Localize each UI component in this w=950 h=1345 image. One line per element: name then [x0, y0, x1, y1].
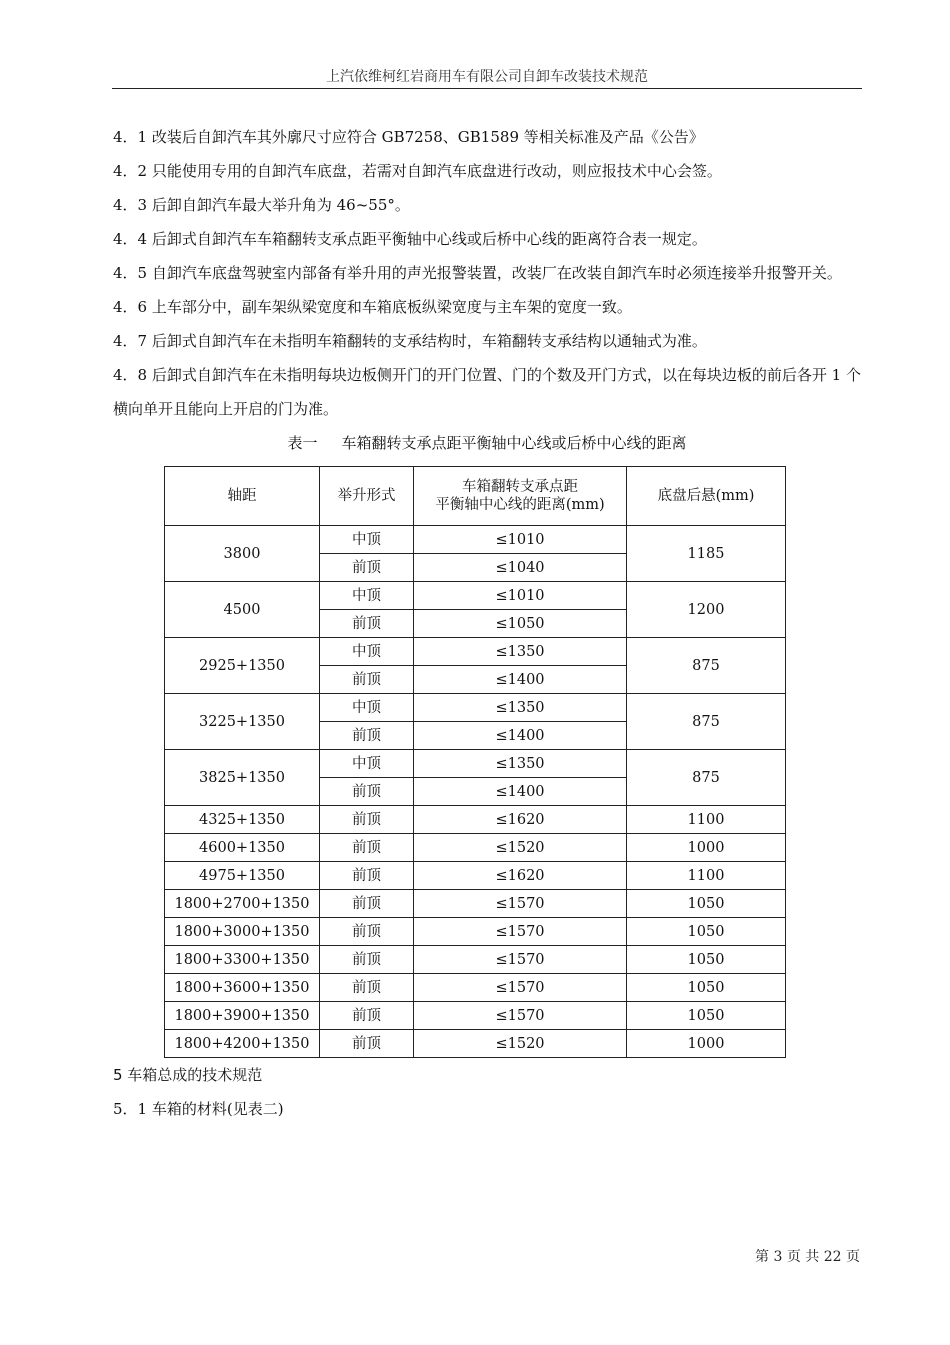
table-caption-number: 表一 [287, 434, 318, 452]
cell-rear-overhang: 1100 [627, 806, 786, 834]
cell-pivot-distance: ≤1350 [414, 750, 627, 778]
cell-pivot-distance: ≤1570 [414, 890, 627, 918]
table-header-row [165, 467, 786, 526]
cell-wheelbase: 3825+1350 [165, 750, 320, 806]
cell-rear-overhang: 875 [627, 694, 786, 750]
paragraph-4-8: 4．8 后卸式自卸汽车在未指明每块边板侧开门的开门位置、门的个数及开门方式，以在每块边板的前后各开 1 个横向单开且能向上开启的门为准。 [113, 366, 861, 418]
cell-lift-type: 前顶 [320, 834, 414, 862]
cell-pivot-distance: ≤1400 [414, 722, 627, 750]
cell-rear-overhang: 1200 [627, 582, 786, 638]
cell-rear-overhang: 1000 [627, 834, 786, 862]
cell-pivot-distance: ≤1040 [414, 554, 627, 582]
cell-wheelbase: 4325+1350 [165, 806, 320, 834]
cell-lift-type: 前顶 [320, 778, 414, 806]
cell-rear-overhang: 1000 [627, 1030, 786, 1058]
cell-wheelbase: 4500 [165, 582, 320, 638]
paragraph-4-7: 4．7 后卸式自卸汽车在未指明车箱翻转的支承结构时，车箱翻转支承结构以通轴式为准。 [113, 332, 707, 350]
cell-wheelbase: 1800+4200+1350 [165, 1030, 320, 1058]
header-rear-overhang: 底盘后悬(mm) [627, 467, 786, 526]
cell-rear-overhang: 1185 [627, 526, 786, 582]
header-pivot-distance [414, 467, 627, 526]
table-row [165, 862, 786, 890]
cell-rear-overhang: 875 [627, 638, 786, 694]
cell-wheelbase: 1800+3300+1350 [165, 946, 320, 974]
cell-lift-type: 中顶 [320, 526, 414, 554]
cell-rear-overhang: 875 [627, 750, 786, 806]
table-caption-title: 车箱翻转支承点距平衡轴中心线或后桥中心线的距离 [341, 434, 687, 452]
cell-rear-overhang: 1100 [627, 862, 786, 890]
table-row [165, 918, 786, 946]
cell-lift-type: 前顶 [320, 890, 414, 918]
table-row [165, 582, 786, 610]
header-divider [112, 88, 862, 89]
table-row [165, 694, 786, 722]
table-caption [113, 426, 861, 460]
cell-pivot-distance: ≤1400 [414, 666, 627, 694]
cell-rear-overhang: 1050 [627, 1002, 786, 1030]
cell-rear-overhang: 1050 [627, 974, 786, 1002]
table-row [165, 1002, 786, 1030]
table-row [165, 1030, 786, 1058]
page-number: 第 3 页 共 22 页 [755, 1249, 860, 1265]
cell-rear-overhang: 1050 [627, 890, 786, 918]
cell-pivot-distance: ≤1400 [414, 778, 627, 806]
cell-pivot-distance: ≤1620 [414, 862, 627, 890]
cell-lift-type: 中顶 [320, 582, 414, 610]
paragraph-5-1: 5．1 车箱的材料(见表二) [113, 1100, 284, 1118]
paragraph-4-3: 4．3 后卸自卸汽车最大举升角为 46~55°。 [113, 196, 410, 214]
cell-pivot-distance: ≤1010 [414, 582, 627, 610]
cell-wheelbase: 1800+3000+1350 [165, 918, 320, 946]
cell-wheelbase: 1800+2700+1350 [165, 890, 320, 918]
cell-wheelbase: 4975+1350 [165, 862, 320, 890]
table-row [165, 638, 786, 666]
header-lift-type: 举升形式 [320, 467, 414, 526]
cell-lift-type: 前顶 [320, 862, 414, 890]
cell-rear-overhang: 1050 [627, 946, 786, 974]
cell-lift-type: 中顶 [320, 750, 414, 778]
cell-lift-type: 前顶 [320, 918, 414, 946]
cell-pivot-distance: ≤1010 [414, 526, 627, 554]
paragraph-4-1: 4．1 改装后自卸汽车其外廓尺寸应符合 GB7258、GB1589 等相关标准及产品《公告》 [113, 128, 704, 146]
table-body [165, 526, 786, 1058]
header-pivot-distance-line2: 平衡轴中心线的距离(mm) [435, 497, 605, 513]
cell-lift-type: 前顶 [320, 1030, 414, 1058]
cell-wheelbase: 4600+1350 [165, 834, 320, 862]
cell-pivot-distance: ≤1570 [414, 974, 627, 1002]
cell-lift-type: 前顶 [320, 974, 414, 1002]
page-header: 上汽依维柯红岩商用车有限公司自卸车改装技术规范 [326, 69, 648, 85]
cell-pivot-distance: ≤1620 [414, 806, 627, 834]
cell-lift-type: 前顶 [320, 946, 414, 974]
paragraph-4-6: 4．6 上车部分中，副车架纵梁宽度和车箱底板纵梁宽度与主车架的宽度一致。 [113, 298, 632, 316]
paragraph-4-4: 4．4 后卸式自卸汽车车箱翻转支承点距平衡轴中心线或后桥中心线的距离符合表一规定。 [113, 230, 707, 248]
cell-wheelbase: 1800+3900+1350 [165, 1002, 320, 1030]
cell-pivot-distance: ≤1050 [414, 610, 627, 638]
table-row [165, 750, 786, 778]
cell-lift-type: 前顶 [320, 806, 414, 834]
cell-pivot-distance: ≤1350 [414, 638, 627, 666]
paragraph-4-5: 4．5 自卸汽车底盘驾驶室内部备有举升用的声光报警装置，改装厂在改装自卸汽车时必须连接举升报警开关。 [113, 264, 842, 282]
cell-wheelbase: 3800 [165, 526, 320, 582]
cell-pivot-distance: ≤1570 [414, 1002, 627, 1030]
cell-wheelbase: 1800+3600+1350 [165, 974, 320, 1002]
cell-wheelbase: 2925+1350 [165, 638, 320, 694]
header-wheelbase: 轴距 [165, 467, 320, 526]
paragraph-4-2: 4．2 只能使用专用的自卸汽车底盘，若需对自卸汽车底盘进行改动，则应报技术中心会签。 [113, 162, 722, 180]
cell-wheelbase: 3225+1350 [165, 694, 320, 750]
cell-lift-type: 前顶 [320, 666, 414, 694]
table-row [165, 974, 786, 1002]
section-5-heading: 5 车箱总成的技术规范 [113, 1066, 263, 1084]
cell-pivot-distance: ≤1570 [414, 946, 627, 974]
cell-rear-overhang: 1050 [627, 918, 786, 946]
table-row [165, 806, 786, 834]
cell-lift-type: 前顶 [320, 610, 414, 638]
cell-lift-type: 中顶 [320, 694, 414, 722]
table-row [165, 834, 786, 862]
cell-pivot-distance: ≤1520 [414, 1030, 627, 1058]
cell-pivot-distance: ≤1570 [414, 918, 627, 946]
document-body [113, 120, 861, 1126]
cell-pivot-distance: ≤1520 [414, 834, 627, 862]
table-row [165, 526, 786, 554]
cell-lift-type: 中顶 [320, 638, 414, 666]
spec-table [164, 466, 786, 1058]
cell-lift-type: 前顶 [320, 554, 414, 582]
table-row [165, 946, 786, 974]
cell-pivot-distance: ≤1350 [414, 694, 627, 722]
header-pivot-distance-line1: 车箱翻转支承点距 [462, 479, 578, 495]
cell-lift-type: 前顶 [320, 1002, 414, 1030]
cell-lift-type: 前顶 [320, 722, 414, 750]
table-row [165, 890, 786, 918]
